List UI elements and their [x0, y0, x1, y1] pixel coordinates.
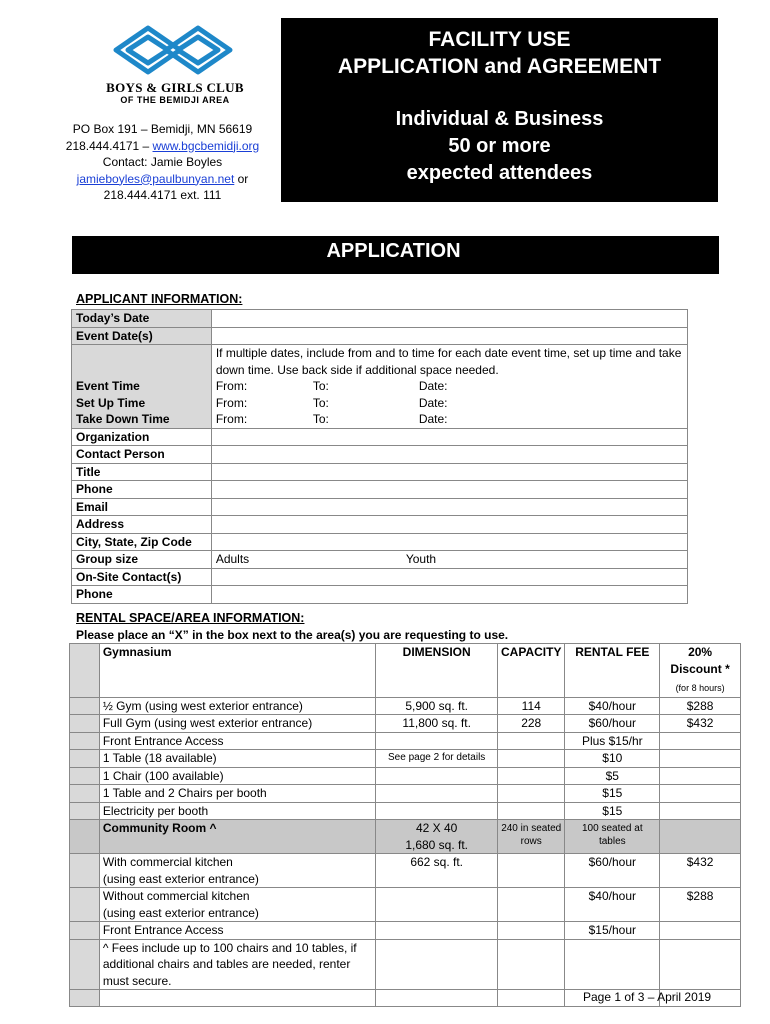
community-discount	[660, 820, 741, 854]
empty-cell	[99, 990, 376, 1007]
application-header-text: APPLICATION	[326, 240, 461, 262]
table-row	[70, 922, 741, 940]
website-link[interactable]: www.bgcbemidji.org	[152, 138, 260, 153]
row-item-line: With commercial kitchen	[102, 855, 233, 869]
row-discount	[660, 922, 741, 940]
table-row	[72, 516, 688, 534]
row-dimension: 5,900 sq. ft.	[376, 697, 498, 715]
last-check-cell	[70, 990, 100, 1007]
row-item: Electricity per booth	[99, 802, 376, 820]
form-title	[281, 26, 718, 80]
community-dimension-1: 42 X 40	[415, 821, 458, 835]
notes-check-cell	[70, 939, 100, 990]
time-instructions: If multiple dates, include from and to time for each date event time, set up time and take down time. Use back side if additional space needed.	[211, 345, 687, 379]
contact-person-label: Contact Person	[72, 446, 212, 464]
row-capacity: 114	[498, 697, 565, 715]
checkbox-booth[interactable]	[70, 785, 100, 803]
contact-phone-ext: 218.444.4171 ext. 111	[103, 188, 222, 202]
table-row	[72, 463, 688, 481]
onsite-contact-field[interactable]	[211, 568, 687, 586]
youth-label: Youth	[405, 552, 437, 566]
row-capacity	[498, 750, 565, 768]
table-row	[70, 732, 741, 750]
onsite-contact-label: On-Site Contact(s)	[72, 568, 212, 586]
from-label: From:	[215, 379, 248, 393]
col-discount	[660, 644, 741, 698]
table-row	[72, 533, 688, 551]
club-hands-logo-icon	[108, 20, 238, 78]
date-label: Date:	[418, 379, 448, 393]
table-row	[70, 888, 741, 922]
table-row	[72, 310, 688, 328]
title-field[interactable]	[211, 463, 687, 481]
row-fee: $40/hour	[565, 697, 660, 715]
take-down-time-field[interactable]	[211, 411, 687, 428]
event-dates-label: Event Date(s)	[72, 327, 212, 345]
row-item-line: (using east exterior entrance)	[102, 871, 259, 886]
title-line2: APPLICATION and AGREEMENT	[337, 55, 662, 78]
discount-note: (for 8 hours)	[675, 683, 725, 693]
row-item: 1 Table and 2 Chairs per booth	[99, 785, 376, 803]
organization-field[interactable]	[211, 428, 687, 446]
table-row	[70, 785, 741, 803]
row-item: 1 Table (18 available)	[99, 750, 376, 768]
row-fee: $60/hour	[565, 715, 660, 733]
row-dimension: 662 sq. ft.	[376, 854, 498, 888]
checkbox-full-gym[interactable]	[70, 715, 100, 733]
row-dimension: See page 2 for details	[376, 750, 498, 768]
row-item	[99, 888, 376, 922]
discount-label: 20% Discount *	[670, 645, 730, 676]
header-check-cell	[70, 644, 100, 698]
club-logo	[70, 20, 280, 110]
row-dimension	[376, 732, 498, 750]
contact-block	[45, 121, 280, 204]
rental-instruction: Please place an “X” in the box next to the area(s) you are requesting to use.	[76, 628, 509, 642]
address-field[interactable]	[211, 516, 687, 534]
row-fee: Plus $15/hr	[565, 732, 660, 750]
checkbox-with-kitchen[interactable]	[70, 854, 100, 888]
row-dimension	[376, 922, 498, 940]
contact-person: Contact: Jamie Boyles	[102, 155, 223, 169]
checkbox-front-entrance[interactable]	[70, 732, 100, 750]
title-line1: FACILITY USE	[428, 28, 571, 51]
email-field[interactable]	[211, 498, 687, 516]
title-label: Title	[72, 463, 212, 481]
empty-cell	[376, 990, 498, 1007]
to-label: To:	[312, 395, 329, 410]
set-up-time-field[interactable]	[211, 395, 687, 412]
row-capacity	[498, 732, 565, 750]
table-row	[72, 428, 688, 446]
table-row	[70, 802, 741, 820]
contact-phone-line	[45, 138, 280, 155]
checkbox-chair[interactable]	[70, 767, 100, 785]
row-dimension: 11,800 sq. ft.	[376, 715, 498, 733]
col-dimension: DIMENSION	[376, 644, 498, 698]
checkbox-electricity[interactable]	[70, 802, 100, 820]
table-row	[70, 767, 741, 785]
row-item	[99, 854, 376, 888]
form-subtitle	[281, 106, 718, 187]
row-item: Front Entrance Access	[99, 922, 376, 940]
take-down-time-label: Take Down Time	[76, 412, 170, 426]
row-item-line: Without commercial kitchen	[102, 889, 250, 903]
from-label: From:	[215, 412, 248, 426]
email-suffix: or	[234, 171, 249, 186]
date-label: Date:	[418, 412, 448, 426]
row-capacity	[498, 922, 565, 940]
row-discount	[660, 785, 741, 803]
table-row	[72, 568, 688, 586]
event-time-label: Event Time	[76, 379, 140, 393]
table-row	[70, 715, 741, 733]
table-row	[72, 498, 688, 516]
group-size-field[interactable]	[211, 551, 687, 569]
city-field[interactable]	[211, 533, 687, 551]
row-fee: $15	[565, 802, 660, 820]
org-name: BOYS & GIRLS CLUB	[106, 80, 244, 95]
adults-label: Adults	[215, 552, 250, 566]
onsite-phone-label: Phone	[72, 586, 212, 604]
row-capacity	[498, 785, 565, 803]
table-row	[72, 481, 688, 499]
checkbox-half-gym[interactable]	[70, 697, 100, 715]
applicant-table	[71, 309, 688, 604]
col-rental-fee: RENTAL FEE	[565, 644, 660, 698]
rental-table	[69, 643, 741, 1007]
row-capacity	[498, 802, 565, 820]
applicant-section-heading: APPLICANT INFORMATION:	[76, 292, 243, 306]
row-dimension	[376, 767, 498, 785]
title-line3: Individual & Business	[395, 108, 604, 130]
row-capacity	[498, 888, 565, 922]
table-row	[70, 644, 741, 698]
checkbox-without-kitchen[interactable]	[70, 888, 100, 922]
row-item: Full Gym (using west exterior entrance)	[99, 715, 376, 733]
date-label: Date:	[418, 395, 448, 410]
row-item: Front Entrance Access	[99, 732, 376, 750]
row-capacity	[498, 854, 565, 888]
todays-date-field[interactable]	[211, 310, 687, 328]
community-room-label: Community Room ^	[99, 820, 376, 854]
row-discount	[660, 802, 741, 820]
checkbox-table[interactable]	[70, 750, 100, 768]
row-item-line: (using east exterior entrance)	[102, 905, 259, 920]
fees-note: ^ Fees include up to 100 chairs and 10 tables, if additional chairs and tables are needed, renter must secure.	[99, 939, 376, 990]
page-footer: Page 1 of 3 – April 2019	[583, 990, 712, 1004]
table-row	[72, 327, 688, 345]
title-box	[281, 18, 718, 202]
row-dimension	[376, 802, 498, 820]
onsite-phone-field[interactable]	[211, 586, 687, 604]
to-label: To:	[312, 412, 329, 426]
org-subname: OF THE BEMIDJI AREA	[120, 95, 230, 105]
empty-cell	[660, 939, 741, 990]
row-dimension	[376, 785, 498, 803]
table-row	[70, 750, 741, 768]
email-label: Email	[72, 498, 212, 516]
empty-cell	[565, 939, 660, 990]
community-check-cell	[70, 820, 100, 854]
table-row	[72, 586, 688, 604]
col-capacity: CAPACITY	[498, 644, 565, 698]
row-fee: $10	[565, 750, 660, 768]
organization-label: Organization	[72, 428, 212, 446]
community-dimension-2: 1,680 sq. ft.	[405, 837, 469, 852]
community-dimension	[376, 820, 498, 854]
from-label: From:	[215, 395, 248, 410]
empty-cell	[498, 939, 565, 990]
row-fee: $15/hour	[565, 922, 660, 940]
table-row	[72, 345, 688, 379]
row-dimension	[376, 888, 498, 922]
row-fee: $40/hour	[565, 888, 660, 922]
empty-cell	[498, 990, 565, 1007]
row-fee: $5	[565, 767, 660, 785]
phone-field[interactable]	[211, 481, 687, 499]
row-capacity	[498, 767, 565, 785]
application-header	[72, 236, 719, 274]
row-discount: $432	[660, 854, 741, 888]
row-discount: $432	[660, 715, 741, 733]
table-row	[70, 854, 741, 888]
table-row	[70, 697, 741, 715]
row-fee: $60/hour	[565, 854, 660, 888]
table-row	[72, 446, 688, 464]
community-fee: 100 seated at tables	[565, 820, 660, 854]
event-time-field[interactable]	[211, 378, 687, 395]
contact-email-line	[45, 171, 280, 188]
row-fee: $15	[565, 785, 660, 803]
row-item: 1 Chair (100 available)	[99, 767, 376, 785]
table-row	[72, 551, 688, 569]
todays-date-label: Today’s Date	[72, 310, 212, 328]
row-discount	[660, 732, 741, 750]
row-discount	[660, 750, 741, 768]
contact-person-field[interactable]	[211, 446, 687, 464]
group-size-label: Group size	[72, 551, 212, 569]
row-item: ½ Gym (using west exterior entrance)	[99, 697, 376, 715]
email-link[interactable]: jamieboyles@paulbunyan.net	[76, 171, 235, 186]
contact-address: PO Box 191 – Bemidji, MN 56619	[72, 122, 253, 136]
community-capacity: 240 in seated rows	[498, 820, 565, 854]
event-dates-field[interactable]	[211, 327, 687, 345]
rental-section-heading: RENTAL SPACE/AREA INFORMATION:	[76, 611, 305, 625]
row-discount	[660, 767, 741, 785]
set-up-time-label: Set Up Time	[76, 395, 146, 410]
contact-phone: 218.444.4171 –	[65, 138, 153, 153]
time-labels	[72, 345, 212, 429]
row-capacity: 228	[498, 715, 565, 733]
col-gymnasium: Gymnasium	[99, 644, 376, 698]
to-label: To:	[312, 379, 329, 393]
row-discount: $288	[660, 697, 741, 715]
empty-cell	[376, 939, 498, 990]
row-discount: $288	[660, 888, 741, 922]
title-line5: expected attendees	[406, 162, 593, 184]
table-row	[70, 820, 741, 854]
table-row	[70, 939, 741, 990]
city-label: City, State, Zip Code	[72, 533, 212, 551]
checkbox-community-front-entrance[interactable]	[70, 922, 100, 940]
phone-label: Phone	[72, 481, 212, 499]
address-label: Address	[72, 516, 212, 534]
title-line4: 50 or more	[448, 135, 551, 157]
